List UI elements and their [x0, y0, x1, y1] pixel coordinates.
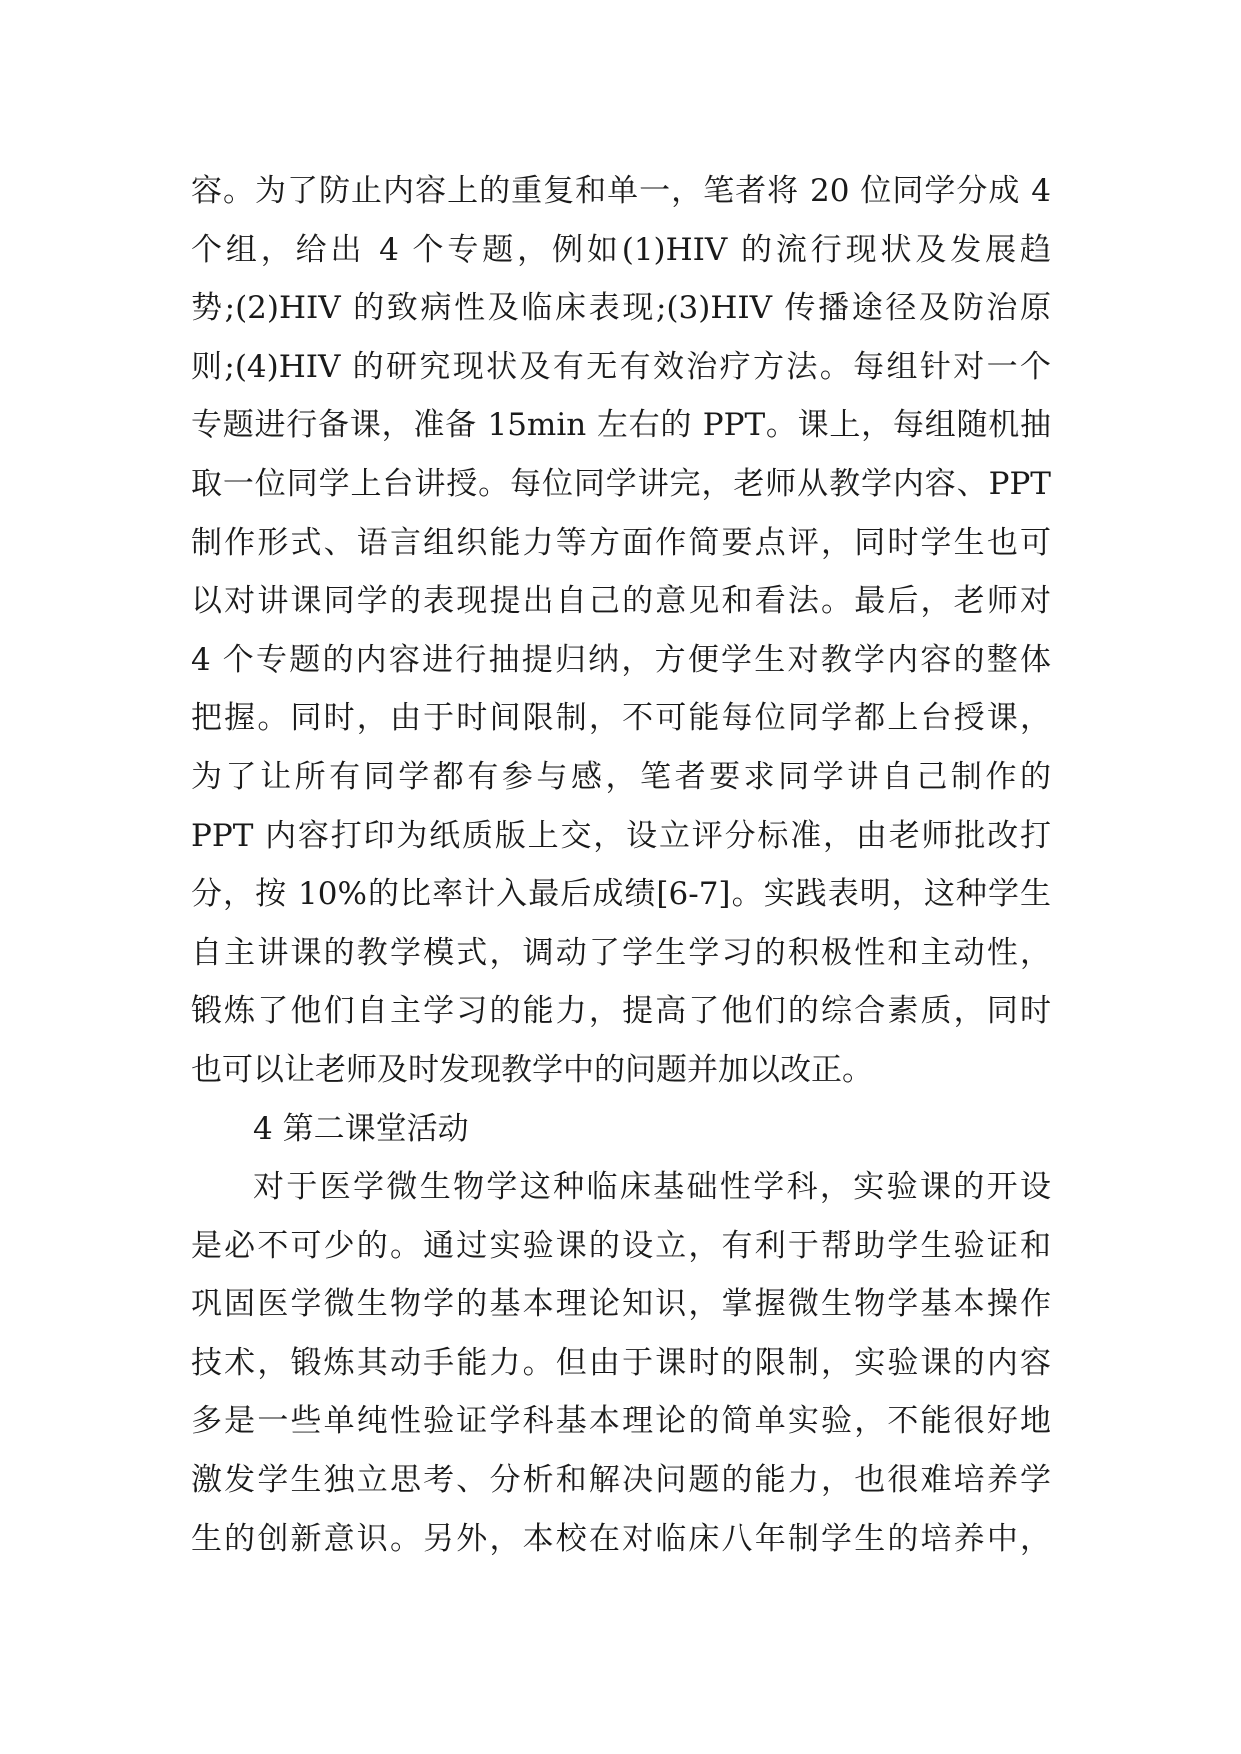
paragraph-1-line: PPT 内容打印为纸质版上交，设立评分标准，由老师批改打 — [191, 817, 1051, 854]
paragraph-1-line: 分，按 10%的比率计入最后成绩[6-7]。实践表明，这种学生 — [191, 876, 1051, 913]
paragraph-1-line: 锻炼了他们自主学习的能力，提高了他们的综合素质，同时 — [191, 993, 1051, 1030]
paragraph-2-line: 是必不可少的。通过实验课的设立，有利于帮助学生验证和 — [191, 1227, 1051, 1264]
paragraph-2-line: 对于医学微生物学这种临床基础性学科，实验课的开设 — [253, 1169, 1051, 1206]
paragraph-1-line: 4 个专题的内容进行抽提归纳，方便学生对教学内容的整体 — [191, 641, 1051, 678]
body-text — [191, 162, 1051, 1568]
paragraph-1-line: 把握。同时，由于时间限制，不可能每位同学都上台授课， — [191, 700, 1051, 737]
paragraph-2-line: 激发学生独立思考、分析和解决问题的能力，也很难培养学 — [191, 1462, 1051, 1499]
paragraph-2-line: 多是一些单纯性验证学科基本理论的简单实验，不能很好地 — [191, 1403, 1051, 1440]
section-heading: 4 第二课堂活动 — [253, 1110, 469, 1147]
paragraph-1-line: 专题进行备课，准备 15min 左右的 PPT。课上，每组随机抽 — [191, 407, 1051, 444]
paragraph-1-line: 取一位同学上台讲授。每位同学讲完，老师从教学内容、PPT — [191, 465, 1051, 502]
paragraph-2-line: 技术，锻炼其动手能力。但由于课时的限制，实验课的内容 — [191, 1344, 1051, 1381]
paragraph-1-line: 制作形式、语言组织能力等方面作简要点评，同时学生也可 — [191, 524, 1051, 561]
paragraph-1-line: 势;(2)HIV 的致病性及临床表现;(3)HIV 传播途径及防治原 — [191, 290, 1051, 327]
paragraph-2-line: 巩固医学微生物学的基本理论知识，掌握微生物学基本操作 — [191, 1286, 1051, 1323]
paragraph-1-line: 则;(4)HIV 的研究现状及有无有效治疗方法。每组针对一个 — [191, 348, 1051, 385]
paragraph-1-line: 也可以让老师及时发现教学中的问题并加以改正。 — [191, 1051, 873, 1088]
paragraph-1-line: 为了让所有同学都有参与感，笔者要求同学讲自己制作的 — [191, 758, 1051, 795]
paragraph-1-line: 以对讲课同学的表现提出自己的意见和看法。最后，老师对 — [191, 583, 1051, 620]
paragraph-1-line: 自主讲课的教学模式，调动了学生学习的积极性和主动性， — [191, 934, 1051, 971]
paragraph-1-line: 个组，给出 4 个专题，例如(1)HIV 的流行现状及发展趋 — [191, 231, 1051, 268]
paragraph-2-line: 生的创新意识。另外，本校在对临床八年制学生的培养中， — [191, 1520, 1051, 1557]
paragraph-1-line: 容。为了防止内容上的重复和单一，笔者将 20 位同学分成 4 — [191, 173, 1051, 209]
